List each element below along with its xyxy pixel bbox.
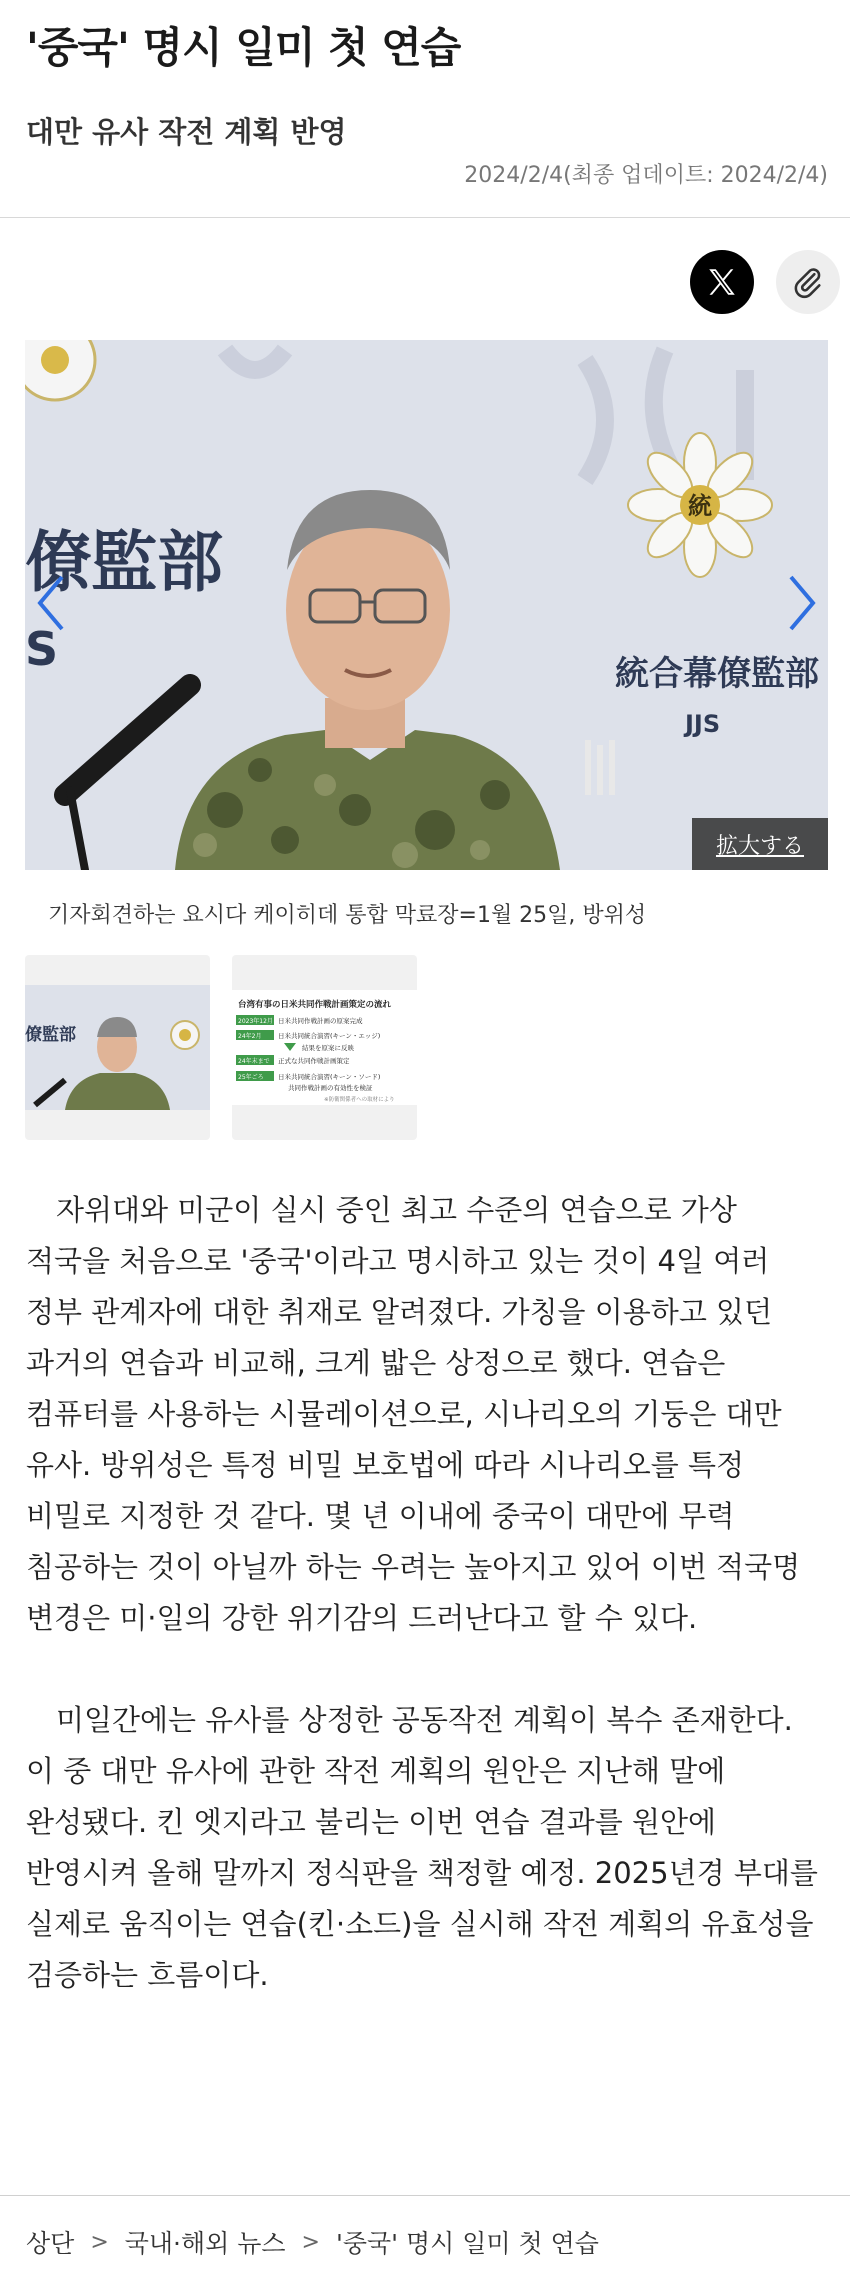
svg-text:24年末まで: 24年末まで (238, 1058, 270, 1065)
svg-text:S: S (25, 622, 59, 676)
photo-thumbnails (25, 955, 417, 1140)
share-toolbar (690, 250, 840, 314)
thumbnail-officer-image (25, 955, 210, 1140)
svg-text:日米共同統合演習(キーン・エッジ): 日米共同統合演習(キーン・エッジ) (278, 1032, 381, 1040)
svg-text:共同作戦計画の有効性を検証: 共同作戦計画の有効性を検証 (288, 1084, 373, 1092)
right-emblem (628, 433, 772, 577)
copy-link-button[interactable] (776, 250, 840, 314)
breadcrumb-current-page: '중국' 명시 일미 첫 연습 (335, 2229, 599, 2258)
breadcrumb-news-link[interactable]: 국내·해외 뉴스 (124, 2229, 286, 2258)
breadcrumb (0, 2195, 850, 2282)
svg-text:日米共同作戦計画の原案完成: 日米共同作戦計画の原案完成 (278, 1017, 363, 1025)
main-photo (25, 340, 828, 870)
thumbnail-photo-1[interactable] (25, 955, 210, 1140)
chevron-left-icon (34, 573, 68, 633)
svg-text:正式な共同作戦計画策定: 正式な共同作戦計画策定 (278, 1057, 350, 1065)
svg-text:※防衛関係者への取材により: ※防衛関係者への取材により (324, 1097, 395, 1103)
thumbnail-flowchart-image (232, 955, 417, 1140)
article-body (26, 1185, 826, 2052)
svg-text:25年ごろ: 25年ごろ (238, 1074, 264, 1081)
breadcrumb-separator: > (90, 2229, 109, 2255)
carousel-prev-button[interactable] (29, 568, 73, 638)
article-paragraph: 자위대와 미군이 실시 중인 최고 수준의 연습으로 가상 적국을 처음으로 '중국'이라고 명시하고 있는 것이 4일 여러 정부 관계자에 대한 취재로 알려졌다. 가칭을 이용하고 있던 과거의 연습과 비교해, 크게 밟은 상정으로 했다. 연습은 컴퓨터를 사용하는 시뮬레이션으로, 시나리오의 기둥은 대만 유사. 방위성은 특정 비밀 보호법에 따라 시나리오를 특정 비밀로 지정한 것 같다. 몇 년 이내에 중국이 대만에 무력 침공하는 것이 아닐까 하는 우려는 높아지고 있어 이번 적국명 변경은 미·일의 강한 위기감의 드러난다고 할 수 있다. (26, 1193, 801, 1635)
breadcrumb-separator: > (301, 2229, 320, 2255)
article-paragraph: 미일간에는 유사를 상정한 공동작전 계획이 복수 존재한다. 이 중 대만 유사에 관한 작전 계획의 원안은 지난해 말에 완성됐다. 킨 엣지라고 불리는 이번 연습 결과를 원안에 반영시켜 올해 말까지 정식판을 책정할 예정. 2025년경 부대를 실제로 움직이는 연습(킨·소드)을 실시해 작전 계획의 유효성을 검증하는 흐름이다. (26, 1703, 818, 1992)
thumbnail-chart-2[interactable] (232, 955, 417, 1140)
carousel-next-button[interactable] (780, 568, 824, 638)
svg-text:結果を原案に反映: 結果を原案に反映 (302, 1044, 354, 1052)
x-logo-icon (705, 265, 739, 299)
paperclip-icon (791, 265, 825, 299)
svg-text:日米共同統合演習(キーン・ソード): 日米共同統合演習(キーン・ソード) (278, 1073, 381, 1081)
article-date: 2024/2/4(최종 업데이트: 2024/2/4) (464, 163, 828, 188)
article-header (0, 0, 850, 218)
svg-text:台湾有事の日米共同作戦計画策定の流れ: 台湾有事の日米共同作戦計画策定の流れ (238, 1000, 392, 1010)
svg-text:2023年12月: 2023年12月 (238, 1018, 273, 1025)
svg-text:僚監部: 僚監部 (25, 524, 223, 601)
svg-text:24年2月: 24年2月 (238, 1033, 262, 1040)
share-x-button[interactable] (690, 250, 754, 314)
breadcrumb-home-link[interactable]: 상단 (26, 2229, 75, 2258)
photo-caption: 기자회견하는 요시다 케이히데 통합 막료장=1월 25일, 방위성 (48, 903, 647, 928)
article-subtitle: 대만 유사 작전 계획 반영 (26, 115, 347, 149)
chevron-right-icon (785, 573, 819, 633)
svg-text:僚監部: 僚監部 (25, 1025, 76, 1045)
zoom-photo-button[interactable]: 拡大する (692, 818, 828, 870)
svg-text:統合幕僚監部: 統合幕僚監部 (615, 654, 819, 694)
photo-carousel (25, 340, 828, 870)
svg-text:統: 統 (688, 492, 712, 520)
article-title: '중국' 명시 일미 첫 연습 (26, 23, 461, 72)
svg-text:JJS: JJS (685, 710, 721, 738)
